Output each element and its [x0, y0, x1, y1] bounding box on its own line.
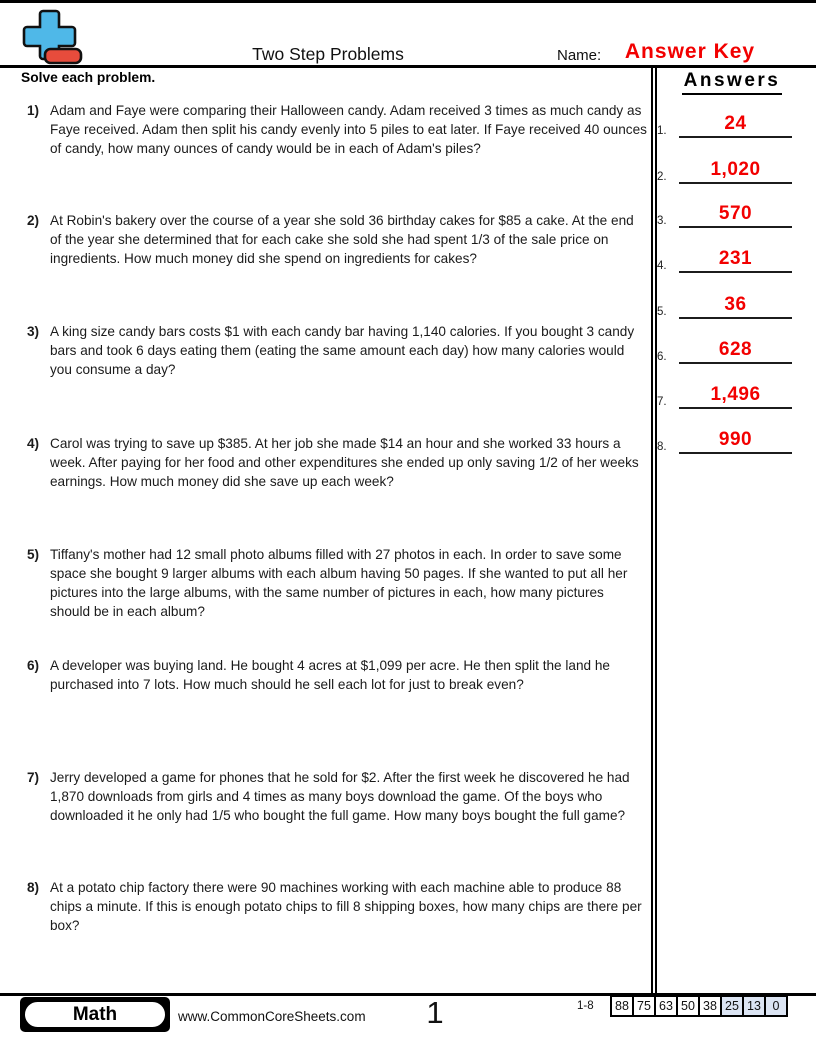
top-rule [0, 0, 816, 3]
answer-blank-line [679, 182, 792, 184]
score-cell-value: 0 [772, 999, 780, 1013]
website-url: www.CommonCoreSheets.com [178, 1009, 366, 1024]
problem-text: At a potato chip factory there were 90 machines working with each machine able to produce 88 chips a minute. If this is enough potato chips to fill 8 shipping boxes, how many chips are there per box? [50, 880, 642, 933]
problem-number: 3) [27, 324, 40, 339]
subject-badge [20, 997, 170, 1032]
score-cell [720, 995, 744, 1017]
score-cell [676, 995, 700, 1017]
answer-blank-line [679, 226, 792, 228]
page-number: 1 [426, 995, 444, 1030]
problem-item [27, 768, 647, 825]
subject-badge-label: Math [23, 1000, 167, 1029]
answer-blank-line [679, 317, 792, 319]
answer-number: 2. [657, 171, 667, 183]
answer-number: 1. [657, 125, 667, 137]
answer-row [657, 285, 795, 319]
answer-number: 4. [657, 260, 667, 272]
answer-row [657, 375, 795, 409]
page-title: Two Step Problems [252, 44, 404, 64]
problem-item [27, 434, 647, 491]
answer-row [657, 420, 795, 454]
problem-number: 6) [27, 658, 40, 673]
answer-row [657, 150, 795, 184]
score-cell-value: 38 [703, 999, 717, 1013]
answers-heading-label: Answers [682, 70, 783, 95]
answer-value: 1,020 [710, 159, 761, 180]
score-cell-value: 13 [747, 999, 761, 1013]
answer-row [657, 104, 795, 138]
plus-minus-icon [22, 9, 84, 66]
name-value-answer-key: Answer Key [624, 40, 756, 63]
answers-heading [672, 70, 792, 95]
score-cell [632, 995, 656, 1017]
name-label: Name: [557, 47, 602, 64]
answer-number: 6. [657, 351, 667, 363]
answer-value: 570 [718, 203, 753, 224]
answer-row [657, 239, 795, 273]
answer-row [657, 194, 795, 228]
problem-number: 2) [27, 213, 40, 228]
problem-item [27, 322, 647, 379]
problem-item [27, 878, 647, 935]
answer-blank-line [679, 271, 792, 273]
answer-number: 7. [657, 396, 667, 408]
answer-value: 24 [724, 113, 747, 134]
answer-value: 628 [718, 339, 753, 360]
score-cell [742, 995, 766, 1017]
score-cell [610, 995, 634, 1017]
problem-text: Adam and Faye were comparing their Halloween candy. Adam received 3 times as much candy as Faye received. Adam then split his candy evenly into 5 piles to eat later. If Faye received 40 ounces of candy, how many ounces of candy would be in each of Adam's piles? [50, 103, 647, 156]
score-range-label: 1-8 [577, 1000, 594, 1012]
score-cell-value: 88 [615, 999, 629, 1013]
score-cell-value: 25 [725, 999, 739, 1013]
answer-blank-line [679, 362, 792, 364]
problem-item [27, 101, 647, 158]
answer-value: 990 [718, 429, 753, 450]
answer-blank-line [679, 136, 792, 138]
answer-value: 231 [718, 248, 753, 269]
problem-item [27, 656, 647, 694]
header-rule [0, 65, 816, 68]
problem-number: 5) [27, 547, 40, 562]
answer-value: 1,496 [710, 384, 761, 405]
problem-item [27, 545, 647, 621]
answer-blank-line [679, 452, 792, 454]
problem-number: 7) [27, 770, 40, 785]
answer-number: 5. [657, 306, 667, 318]
score-table [610, 995, 788, 1017]
problem-text: Carol was trying to save up $385. At her job she made $14 an hour and she worked 33 hours a week. After paying for her food and other expenditures she ended up only saving 1/2 of her weeks earnings. How much money did she save up each week? [50, 436, 639, 489]
problem-number: 4) [27, 436, 40, 451]
problem-text: A king size candy bars costs $1 with each candy bar having 1,140 calories. If you bought 3 candy bars and took 6 days eating them (eating the same amount each day) how many calories would you consume a day? [50, 324, 635, 377]
score-cell-value: 50 [681, 999, 695, 1013]
score-cell [764, 995, 788, 1017]
score-cell [654, 995, 678, 1017]
problem-text: Tiffany's mother had 12 small photo albums filled with 27 photos in each. In order to save some space she bought 9 larger albums with each album having 50 pages. If she wanted to put all her pictures into the large albums, with the same number of pictures in each, how many pictures should be in each album? [50, 547, 628, 619]
answer-number: 3. [657, 215, 667, 227]
problem-item [27, 211, 647, 268]
instruction-text: Solve each problem. [21, 70, 156, 85]
answer-number: 8. [657, 441, 667, 453]
answer-blank-line [679, 407, 792, 409]
problem-number: 1) [27, 103, 40, 118]
problem-text: At Robin's bakery over the course of a year she sold 36 birthday cakes for $85 a cake. At the end of the year she determined that for each cake she sold she had spent 1/3 of the sale price on ingredients. How much money did she spend on ingredients for cakes? [50, 213, 634, 266]
answer-row [657, 330, 795, 364]
score-cell [698, 995, 722, 1017]
score-cell-value: 75 [637, 999, 651, 1013]
problem-text: A developer was buying land. He bought 4 acres at $1,099 per acre. He then split the land he purchased into 7 lots. How much should he sell each lot for just to break even? [50, 658, 610, 692]
problem-text: Jerry developed a game for phones that he sold for $2. After the first week he discovered he had 1,870 downloads from girls and 4 times as many boys download the game. Of the boys who downloaded it he only had 1/5 who bought the full game. How many boys bought the full game? [50, 770, 630, 823]
problem-number: 8) [27, 880, 40, 895]
answer-value: 36 [724, 294, 747, 315]
score-cell-value: 63 [659, 999, 673, 1013]
